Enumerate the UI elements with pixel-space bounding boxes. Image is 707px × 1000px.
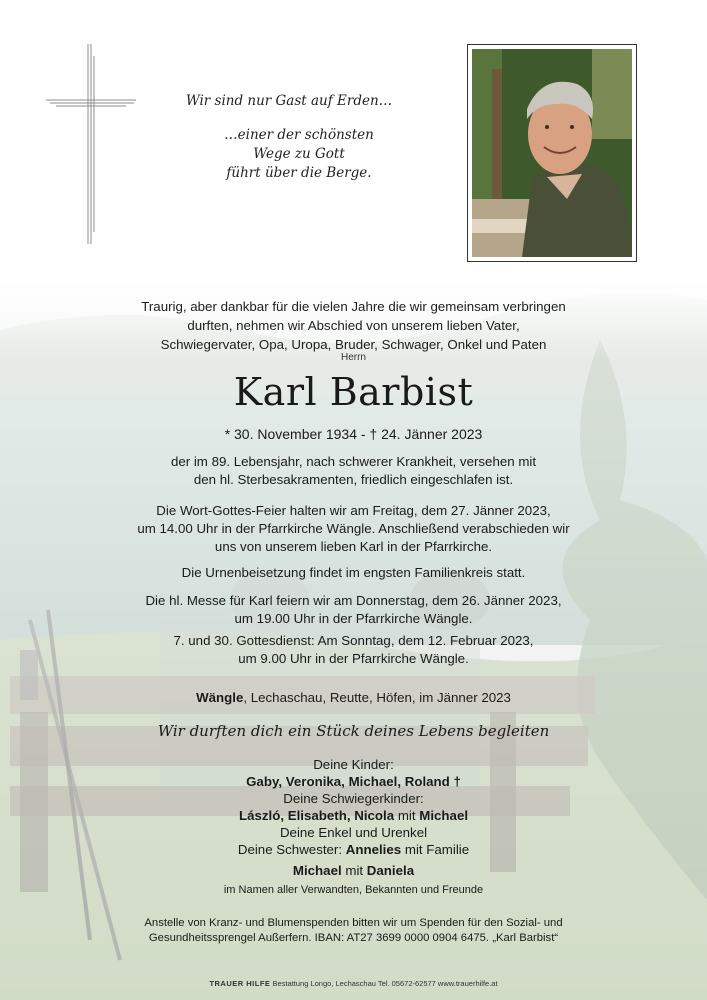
donation-line: Anstelle von Kranz- und Blumenspenden bitten wir um Spenden für den Sozial- und	[144, 917, 563, 929]
deceased-name: Karl Barbist	[233, 370, 474, 414]
brother-partner: Daniela	[366, 863, 415, 878]
memorial-line: um 9.00 Uhr in der Pfarrkirche Wängle.	[238, 651, 469, 666]
memorial-service-info	[100, 632, 607, 668]
intro-line: durften, nehmen wir Abschied von unserem lieben Vater,	[187, 318, 520, 333]
urn-burial-info: Die Urnenbeisetzung findet im engsten Familienkreis statt.	[181, 565, 526, 580]
place-bold: Wängle	[196, 690, 244, 705]
sister-label: Deine Schwester:	[237, 842, 346, 857]
sister-name: Annelies	[345, 842, 402, 857]
life-dates: * 30. November 1934 - † 24. Jänner 2023	[224, 426, 483, 442]
brother-name: Michael	[292, 863, 342, 878]
place-rest: , Lechaschau, Reutte, Höfen, im Jänner 2023	[243, 690, 511, 705]
brother-line	[100, 862, 607, 879]
family-list	[100, 756, 607, 901]
death-notice	[100, 453, 607, 489]
donation-request	[100, 916, 607, 946]
children-label: Deine Kinder:	[313, 757, 394, 772]
mass-info	[100, 592, 607, 628]
portrait-photo	[467, 44, 637, 262]
grandchildren: Deine Enkel und Urenkel	[279, 825, 428, 840]
intro-line: Schwiegervater, Opa, Uropa, Bruder, Schwager, Onkel und Paten	[160, 337, 547, 352]
funeral-home-brand: TRAUER HILFE	[209, 979, 271, 988]
in-laws-with: mit	[394, 808, 420, 823]
service-line: Die Wort-Gottes-Feier halten wir am Freitag, dem 27. Jänner 2023,	[156, 503, 551, 518]
donation-line: Gesundheitssprengel Außerfern. IBAN: AT27 3699 0000 0904 6475. „Karl Barbist“	[148, 932, 559, 944]
mass-line: um 19.00 Uhr in der Pfarrkirche Wängle.	[234, 611, 473, 626]
motto-line: führt über die Berge.	[226, 165, 372, 181]
in-laws-partner: Michael	[419, 808, 469, 823]
in-laws-names: László, Elisabeth, Nicola	[238, 808, 395, 823]
in-laws-label: Deine Schwiegerkinder:	[283, 791, 424, 806]
farewell-line: Wir durften dich ein Stück deines Lebens begleiten	[157, 722, 550, 740]
mass-line: Die hl. Messe für Karl feiern wir am Donnerstag, dem 26. Jänner 2023,	[145, 593, 562, 608]
motto-line: Wege zu Gott	[253, 146, 345, 162]
relatives-line: im Namen aller Verwandten, Bekannten und Freunde	[223, 884, 484, 896]
motto-line: …einer der schönsten	[224, 127, 374, 143]
salutation: Herrn	[340, 352, 366, 363]
sister-rest: mit Familie	[401, 842, 470, 857]
memorial-line: 7. und 30. Gottesdienst: Am Sonntag, dem 12. Februar 2023,	[173, 633, 534, 648]
place-and-date	[100, 690, 607, 705]
sister-line	[100, 841, 607, 858]
in-laws-line	[100, 807, 607, 824]
funeral-home-contact: Bestattung Longo, Lechaschau Tel. 05672-62577 www.trauerhilfe.at	[270, 979, 498, 988]
cross-icon	[46, 44, 136, 246]
intro-text	[100, 297, 607, 354]
service-line: um 14.00 Uhr in der Pfarrkirche Wängle. Anschließend verabschieden wir	[137, 521, 570, 536]
intro-line: Traurig, aber dankbar für die vielen Jahre die wir gemeinsam verbringen	[141, 299, 566, 314]
notice-line: der im 89. Lebensjahr, nach schwerer Krankheit, versehen mit	[170, 454, 537, 469]
notice-line: den hl. Sterbesakramenten, friedlich eingeschlafen ist.	[193, 472, 514, 487]
motto-verse	[150, 92, 440, 183]
motto-line: Wir sind nur Gast auf Erden…	[185, 93, 393, 109]
service-line: uns von unserem lieben Karl in der Pfarrkirche.	[214, 539, 493, 554]
funeral-home-footer	[100, 979, 607, 988]
brother-with: mit	[341, 863, 367, 878]
funeral-service-info	[100, 502, 607, 556]
children-names: Gaby, Veronika, Michael, Roland †	[246, 774, 461, 789]
